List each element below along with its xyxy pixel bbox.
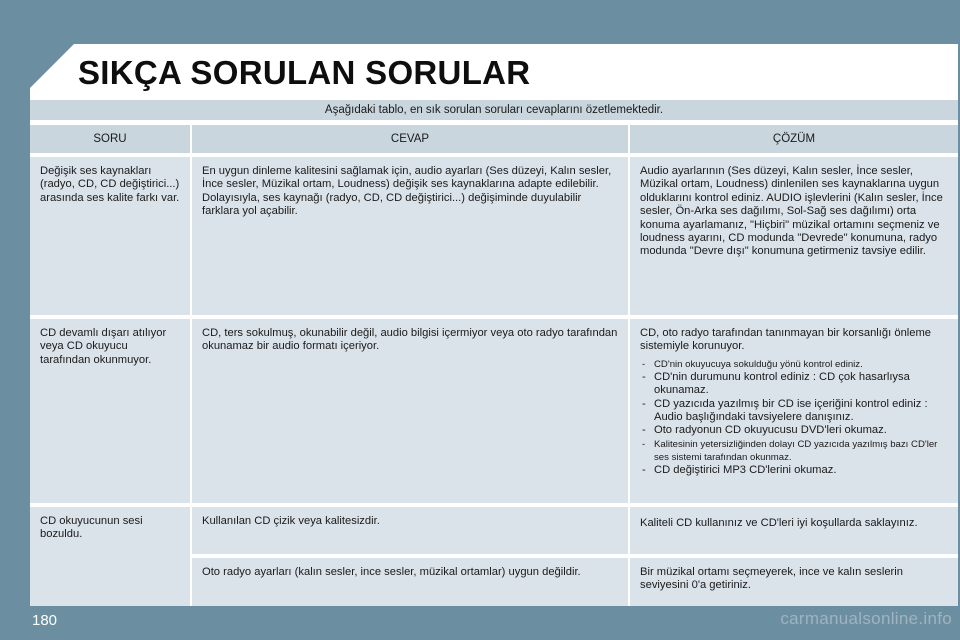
column-header-solution: ÇÖZÜM [630,125,958,153]
row-3-question: CD okuyucunun sesi bozuldu. [30,507,190,606]
row-3-solution-2: Bir müzikal ortamı seçmeyerek, ince ve kalın seslerin seviyesini 0'a getiriniz. [630,558,958,606]
page-number: 180 [32,612,58,629]
row-1-answer: En uygun dinleme kalitesini sağlamak için, audio ayarları (Ses düzeyi, Kalın sesler, İnce sesler, Müzikal ortam, Loudness) değişik ses kaynaklarına adapte edilebilir. Dolayısıyla, ses kaynağı (radyo, CD, CD değiştirici...) değişiminde duyulabilir farklara yol açabilir. [192,157,628,315]
list-item: - CD değiştirici MP3 CD'lerini okumaz. [640,464,948,477]
row-2-solution [630,319,958,503]
row-2-question: CD devamlı dışarı atılıyor veya CD okuyucu tarafından okunmuyor. [30,319,190,503]
list-item: - CD'nin durumunu kontrol ediniz : CD çok hasarlıysa okunamaz. [640,371,948,398]
page-title: SIKÇA SORULAN SORULAR [78,54,531,91]
list-item: - CD'nin okuyucuya sokulduğu yönü kontrol ediniz. [640,358,948,371]
row-3-answer-1: Kullanılan CD çizik veya kalitesizdir. [192,507,628,554]
row-3-answer-2: Oto radyo ayarları (kalın sesler, ince sesler, müzikal ortamlar) uygun değildir. [192,558,628,606]
list-item: - Kalitesinin yetersizliğinden dolayı CD yazıcıda yazılmış bazı CD'ler ses sistemi tarafından okunmaz. [640,438,948,464]
page-subtitle: Aşağıdaki tablo, en sık sorulan soruları cevaplarını özetlemektedir. [30,100,958,120]
row-2-solution-intro: CD, oto radyo tarafından tanınmayan bir korsanlığı önleme sistemiyle korunuyor. [640,327,932,353]
list-item: - CD yazıcıda yazılmış bir CD ise içeriğini kontrol ediniz : Audio başlığındaki tavsiyelere danışınız. [640,398,948,425]
column-header-answer: CEVAP [192,125,628,153]
row-3-solution-1: Kaliteli CD kullanınız ve CD'leri iyi koşullarda saklayınız. [630,507,958,554]
row-2-answer: CD, ters sokulmuş, okunabilir değil, audio bilgisi içermiyor veya oto radyo tarafından okunamaz bir audio formatı içeriyor. [192,319,628,503]
row-1-solution: Audio ayarlarının (Ses düzeyi, Kalın sesler, İnce sesler, Müzikal ortam, Loudness) dinlenilen ses kaynaklarına uygun olduklarını kontrol ediniz. AUDIO işlevlerini (Kalın sesler, İnce sesler, Ön-Arka ses dağılımı, Sol-Sağ ses dağılımı) orta konuma ayarlamanız, "Hiçbiri" müzikal ortamını seçmeniz ve loudness ayarını, CD modunda "Devrede" konumuna, radyo modunda "Devre dışı" konumuna getirmeniz tavsiye edilir. [630,157,958,315]
watermark: carmanualsonline.info [780,609,952,628]
row-2-solution-list [640,358,948,477]
list-item: - Oto radyonun CD okuyucusu DVD'leri okumaz. [640,424,948,437]
column-header-question: SORU [30,125,190,153]
row-1-question: Değişik ses kaynakları (radyo, CD, CD değiştirici...) arasında ses kalite farkı var. [30,157,190,315]
